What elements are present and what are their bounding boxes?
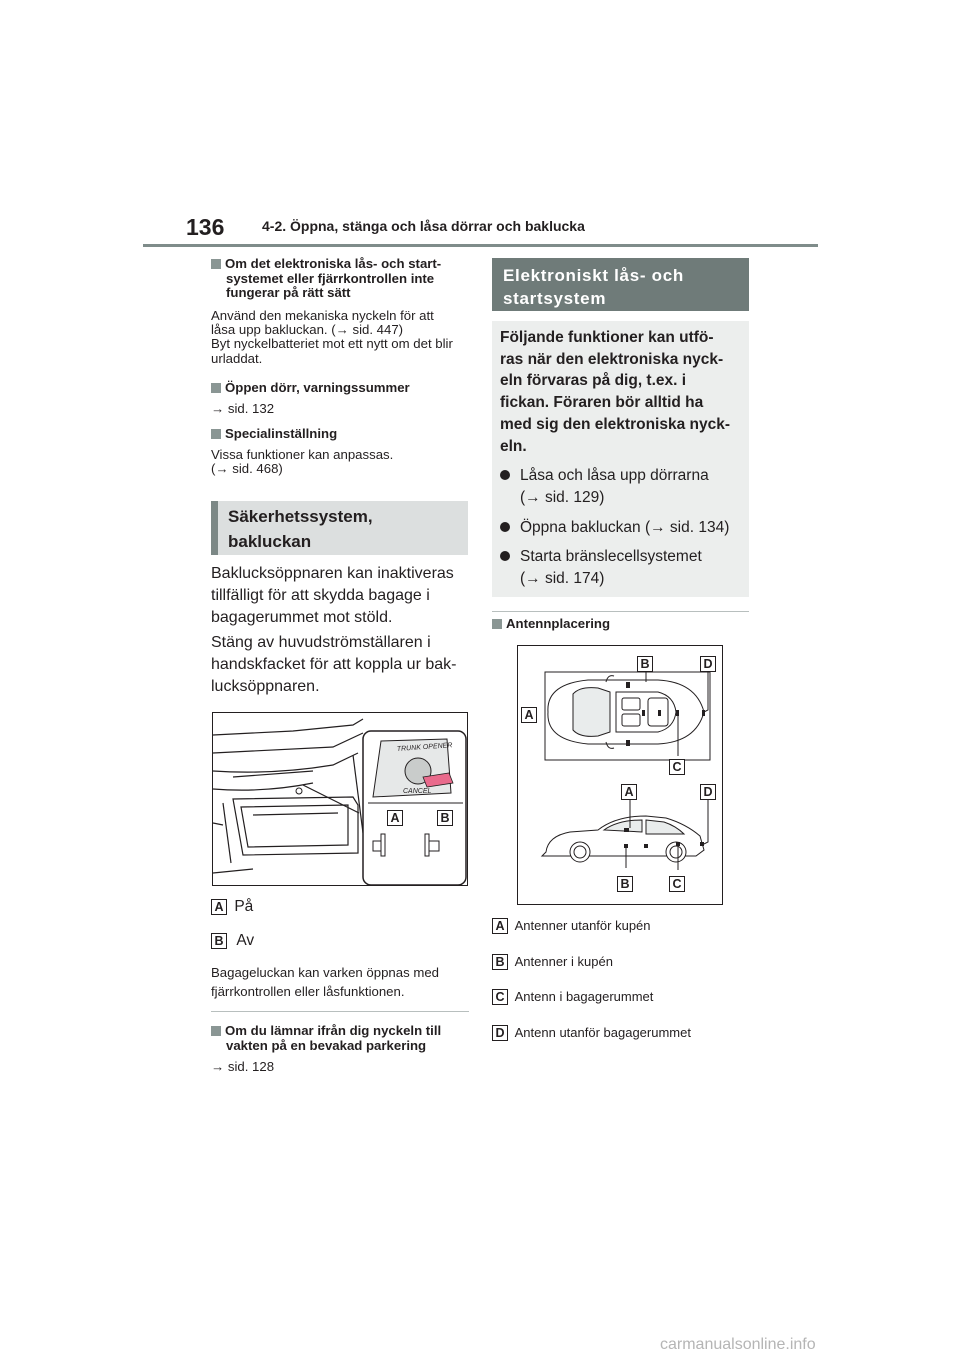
bullet-dot-icon	[500, 522, 510, 532]
bullet-square-icon	[211, 1026, 221, 1036]
heading-line: startsystem	[503, 289, 607, 308]
diagram-label-b-side: B	[617, 876, 633, 892]
glovebox-drawing	[213, 713, 468, 886]
subsection-title-customization	[211, 427, 337, 442]
text-line: Stäng av huvudströmställaren i	[211, 634, 431, 651]
antenna-legend-a	[492, 918, 651, 934]
bullet-text: Låsa och låsa upp dörrarna	[520, 467, 709, 485]
subsection-title-text: vakten på en bevakad parkering	[226, 1037, 427, 1053]
legend-key: A	[492, 918, 508, 934]
legend-off	[211, 932, 254, 950]
switch-label-cancel: CANCEL	[403, 788, 432, 795]
paragraph-key-problem	[211, 309, 471, 366]
bullet-item-start	[500, 546, 741, 589]
heading-line: Elektroniskt lås- och	[503, 266, 684, 285]
bullet-text: Starta bränslecellsystemet	[520, 548, 702, 566]
subsection-title-door-buzzer	[211, 381, 410, 396]
subsection-title-text: Specialinställning	[225, 426, 338, 441]
antenna-drawing	[518, 646, 722, 904]
text-line: eln förvaras på dig, t.ex. i	[500, 372, 687, 390]
legend-text: Antenner i kupén	[514, 954, 613, 969]
section-heading-security-system	[211, 501, 468, 555]
page-reference: → sid. 128	[211, 1059, 275, 1074]
text-line: med sig den elektroniska nyck-	[500, 415, 731, 433]
text-line: ras när den elektroniska nyck-	[500, 350, 724, 368]
legend-on	[211, 898, 253, 916]
subsection-title-text: Öppen dörr, varningssummer	[225, 380, 410, 395]
bullet-square-icon	[211, 259, 221, 269]
diagram-label-a-side: A	[621, 784, 637, 800]
text-line: Baklucksöppnaren kan inaktiveras	[211, 565, 454, 582]
bullet-square-icon	[492, 619, 502, 629]
legend-text: Antenn utanför bagagerummet	[514, 1025, 691, 1040]
bullet-dot-icon	[500, 470, 510, 480]
text-line: fickan. Föraren bör alltid ha	[500, 394, 704, 412]
section-title: 4-2. Öppna, stänga och låsa dörrar och baklucka	[262, 218, 585, 234]
text-line: (→ sid. 468)	[211, 461, 283, 477]
info-intro	[500, 327, 741, 457]
legend-text: Av	[236, 932, 255, 949]
text-line: lucksöppnaren.	[211, 678, 320, 695]
text-line: Använd den mekaniska nyckeln för att	[211, 308, 434, 323]
diagram-label-a-top: A	[521, 707, 537, 723]
info-box	[492, 321, 749, 597]
text-line: eln.	[500, 437, 527, 455]
divider	[211, 1011, 469, 1012]
subsection-title-key-problem	[211, 257, 486, 301]
diagram-label-d-top: D	[700, 656, 716, 672]
figure-label-b: B	[437, 810, 453, 826]
paragraph-main-switch	[211, 632, 473, 698]
switch-label-trunk-opener: TRUNK OPENER	[396, 742, 453, 753]
bullet-dot-icon	[500, 551, 510, 561]
text-line: Byt nyckelbatteriet mot ett nytt om det blir	[211, 336, 453, 352]
text-line: Bagageluckan kan varken öppnas med	[211, 965, 440, 980]
diagram-label-c-top: C	[669, 759, 685, 775]
legend-text: På	[234, 898, 254, 915]
antenna-location-diagram	[517, 645, 723, 905]
text-line: fjärrkontrollen eller låsfunktionen.	[211, 984, 405, 999]
legend-key: B	[492, 954, 508, 970]
subsection-title-valet	[211, 1024, 486, 1053]
antenna-legend-d	[492, 1025, 691, 1041]
figure-label-a: A	[387, 810, 403, 826]
paragraph-trunk-opener	[211, 563, 473, 629]
legend-text: Antenn i bagagerummet	[514, 989, 654, 1004]
antenna-legend-c	[492, 989, 653, 1005]
subsection-title-text: Om du lämnar ifrån dig nyckeln till	[225, 1023, 442, 1038]
divider	[492, 611, 749, 612]
text-line: Vissa funktioner kan anpassas.	[211, 447, 394, 462]
glovebox-illustration	[212, 712, 468, 886]
section-heading-smart-key	[492, 258, 749, 311]
diagram-label-c-side: C	[669, 876, 685, 892]
legend-key: C	[492, 989, 508, 1005]
bullet-text: (→ sid. 129)	[520, 488, 605, 506]
bullet-square-icon	[211, 383, 221, 393]
bullet-text: (→ sid. 174)	[520, 570, 605, 588]
heading-line: bakluckan	[228, 532, 312, 551]
heading-line: Säkerhetssystem,	[228, 507, 373, 526]
page-number: 136	[186, 214, 225, 240]
paragraph-customization	[211, 448, 393, 476]
diagram-label-b-top: B	[637, 656, 653, 672]
watermark: carmanualsonline.info	[660, 1336, 816, 1353]
header-divider	[143, 244, 818, 247]
text-line: handskfacket för att koppla ur bak-	[211, 656, 457, 673]
legend-key: D	[492, 1025, 508, 1041]
subsection-title-text: Antennplacering	[506, 616, 611, 631]
bullet-item-trunk	[500, 517, 741, 539]
legend-text: Antenner utanför kupén	[514, 918, 651, 933]
antenna-legend-b	[492, 954, 613, 970]
subsection-title-text: Om det elektroniska lås- och start-systemet eller fjärrkontrollen inte fungerar på rätt sätt	[225, 256, 442, 300]
note-paragraph	[211, 963, 439, 1001]
text-line: bagagerummet mot stöld.	[211, 609, 393, 626]
legend-key: A	[211, 899, 227, 915]
subsection-title-antenna	[492, 617, 610, 632]
diagram-label-d-side: D	[700, 784, 716, 800]
text-line: låsa upp bakluckan. (→ sid. 447)	[211, 322, 404, 338]
page-reference: → sid. 132	[211, 401, 275, 416]
bullet-square-icon	[211, 429, 221, 439]
text-line: urladdat.	[211, 350, 263, 366]
bullet-text: Öppna bakluckan (→ sid. 134)	[520, 518, 730, 536]
text-line: tillfälligt för att skydda bagage i	[211, 587, 430, 604]
legend-key: B	[211, 933, 227, 949]
bullet-item-doors	[500, 465, 741, 508]
text-line: Följande funktioner kan utfö-	[500, 329, 714, 346]
